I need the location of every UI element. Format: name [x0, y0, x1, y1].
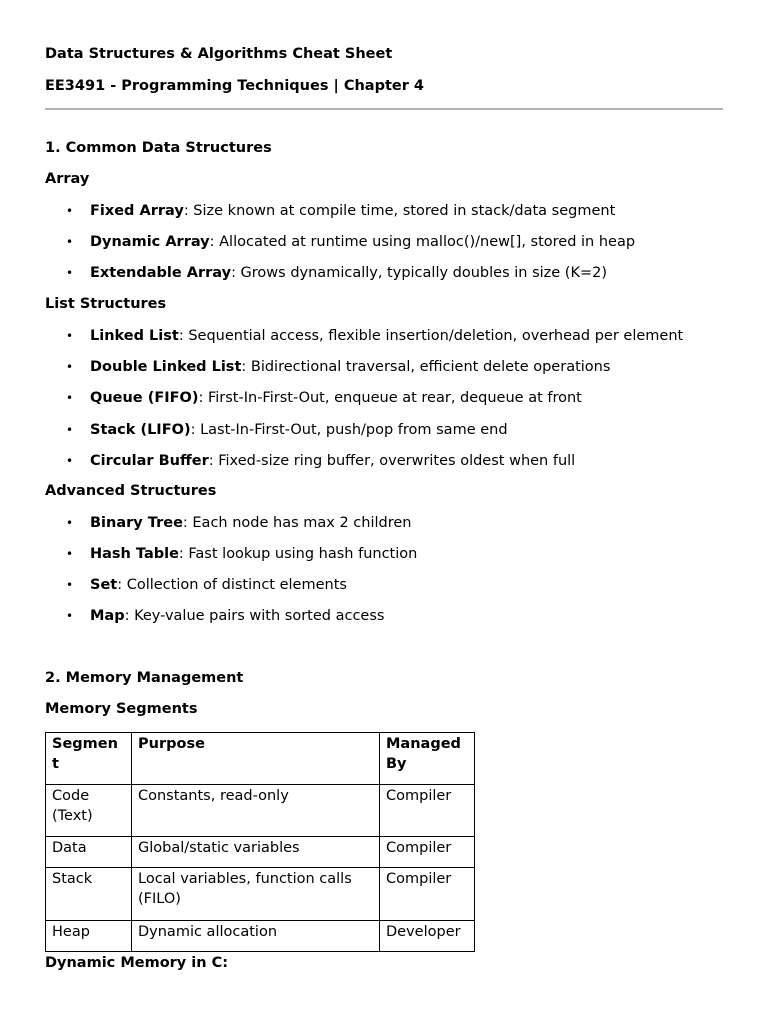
document-subtitle: EE3491 - Programming Techniques | Chapter 4 — [45, 78, 425, 94]
bullet-icon: • — [66, 516, 74, 530]
item-term: Map — [90, 608, 125, 624]
bullet-icon: • — [66, 423, 74, 437]
document-title: Data Structures & Algorithms Cheat Sheet — [45, 46, 393, 62]
item-description: : Fixed-size ring buffer, overwrites oldest when full — [208, 453, 576, 469]
item-description: : Sequential access, flexible insertion/deletion, overhead per element — [178, 328, 684, 344]
table-cell: Heap — [46, 921, 132, 952]
item-term: Double Linked List — [90, 359, 242, 375]
item-description: : Bidirectional traversal, efficient delete operations — [241, 359, 611, 375]
list-structures-heading: List Structures — [45, 296, 167, 312]
table-cell: Global/static variables — [132, 837, 380, 868]
column-header-segment: Segmen t — [46, 733, 132, 785]
table-header-row — [46, 733, 475, 785]
table-row — [46, 921, 475, 952]
item-description: : Allocated at runtime using malloc()/new[], stored in heap — [209, 234, 636, 250]
table-cell: Compiler — [380, 868, 475, 921]
table-cell: Compiler — [380, 837, 475, 868]
item-description: : Last-In-First-Out, push/pop from same end — [190, 422, 508, 438]
bullet-icon: • — [66, 266, 74, 280]
table-row — [46, 785, 475, 837]
dynamic-memory-heading: Dynamic Memory in C: — [45, 955, 229, 971]
table-cell: Constants, read-only — [132, 785, 380, 837]
bullet-icon: • — [66, 454, 74, 468]
section-1-heading: 1. Common Data Structures — [45, 140, 272, 156]
bullet-icon: • — [66, 235, 74, 249]
column-header-managed-by: Managed By — [380, 733, 475, 785]
item-description: : Each node has max 2 children — [182, 515, 412, 531]
table-cell: Stack — [46, 868, 132, 921]
item-description: : Grows dynamically, typically doubles in size (K=2) — [231, 265, 607, 281]
item-description: : Key-value pairs with sorted access — [124, 608, 385, 624]
table-cell: Dynamic allocation — [132, 921, 380, 952]
column-header-purpose: Purpose — [132, 733, 380, 785]
item-description: : Fast lookup using hash function — [178, 546, 418, 562]
table-row — [46, 837, 475, 868]
table-cell: Data — [46, 837, 132, 868]
item-term: Extendable Array — [90, 265, 232, 281]
bullet-icon: • — [66, 609, 74, 623]
memory-segments-heading: Memory Segments — [45, 701, 198, 717]
item-term: Dynamic Array — [90, 234, 210, 250]
item-term: Circular Buffer — [90, 453, 209, 469]
memory-segments-table — [45, 732, 475, 952]
bullet-icon: • — [66, 578, 74, 592]
bullet-icon: • — [66, 547, 74, 561]
bullet-icon: • — [66, 204, 74, 218]
bullet-icon: • — [66, 391, 74, 405]
header-divider — [45, 108, 723, 110]
section-2-heading: 2. Memory Management — [45, 670, 244, 686]
bullet-icon: • — [66, 329, 74, 343]
item-description: : First-In-First-Out, enqueue at rear, dequeue at front — [198, 390, 582, 406]
item-description: : Collection of distinct elements — [117, 577, 347, 593]
bullet-icon: • — [66, 360, 74, 374]
table-cell: Local variables, function calls (FILO) — [132, 868, 380, 921]
item-term: Linked List — [90, 328, 179, 344]
item-term: Set — [90, 577, 118, 593]
array-heading: Array — [45, 171, 90, 187]
table-cell: Compiler — [380, 785, 475, 837]
table-cell: Developer — [380, 921, 475, 952]
table-row — [46, 868, 475, 921]
item-term: Binary Tree — [90, 515, 183, 531]
item-term: Fixed Array — [90, 203, 184, 219]
item-term: Stack (LIFO) — [90, 422, 191, 438]
advanced-structures-heading: Advanced Structures — [45, 483, 217, 499]
item-term: Queue (FIFO) — [90, 390, 199, 406]
table-cell: Code (Text) — [46, 785, 132, 837]
item-term: Hash Table — [90, 546, 179, 562]
item-description: : Size known at compile time, stored in stack/data segment — [183, 203, 616, 219]
